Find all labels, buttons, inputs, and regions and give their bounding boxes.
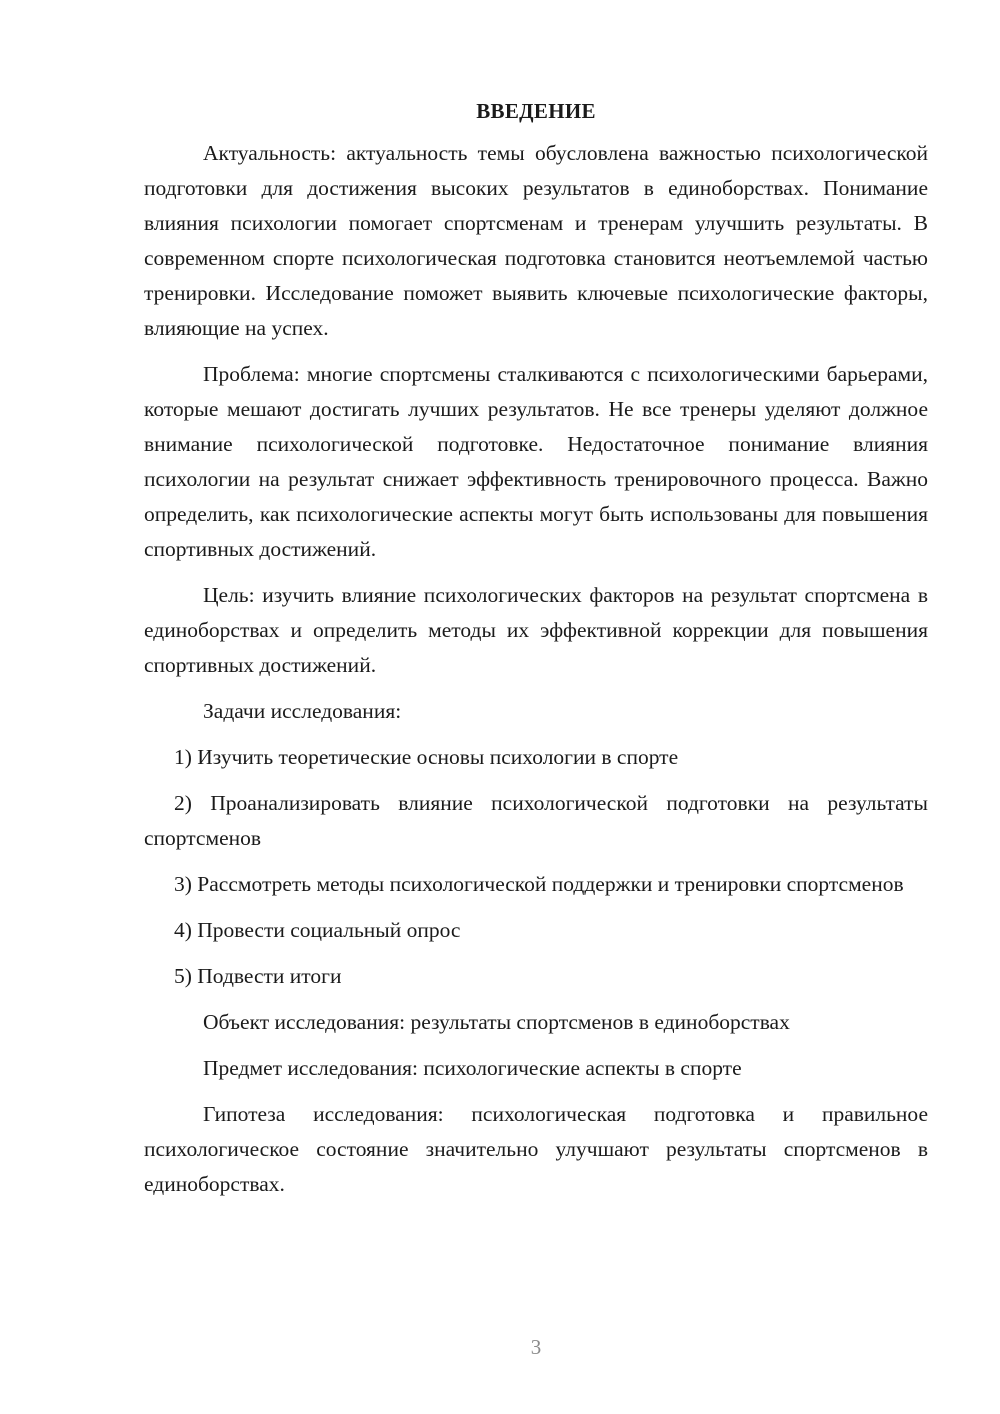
problem-paragraph: Проблема: многие спортсмены сталкиваются с психологическими барьерами, которые мешают достигать лучших результатов. Не все тренеры уделяют должное внимание психологической подготовке. Недостаточное понимание влияния психологии на результат снижает эффективность тренировочного процесса. Важно определить, как психологические аспекты могут быть использованы для повышения спортивных достижений. <box>144 362 928 561</box>
tasks-heading: Задачи исследования: <box>203 699 402 723</box>
research-object: Объект исследования: результаты спортсменов в единоборствах <box>203 1010 790 1034</box>
task-item: 1) Изучить теоретические основы психологии в спорте <box>174 745 679 769</box>
page-number: 3 <box>530 1335 542 1359</box>
research-subject: Предмет исследования: психологические аспекты в спорте <box>203 1056 742 1080</box>
research-hypothesis: Гипотеза исследования: психологическая подготовка и правильное психологическое состояние значительно улучшают результаты спортсменов в единоборствах. <box>144 1102 928 1196</box>
tasks-list <box>144 740 928 994</box>
task-item: 2) Проанализировать влияние психологической подготовки на результаты спортсменов <box>144 791 928 850</box>
relevance-paragraph: Актуальность: актуальность темы обусловлена важностью психологической подготовки для достижения высоких результатов в единоборствах. Понимание влияния психологии помогает спортсменам и тренерам улучшить результаты. В современном спорте психологическая подготовка становится неотъемлемой частью тренировки. Исследование поможет выявить ключевые психологические факторы, влияющие на успех. <box>144 141 928 340</box>
task-item: 4) Провести социальный опрос <box>174 918 461 942</box>
document-body <box>144 96 928 1213</box>
section-title: ВВЕДЕНИЕ <box>476 99 596 123</box>
task-item: 5) Подвести итоги <box>174 964 342 988</box>
goal-paragraph: Цель: изучить влияние психологических факторов на результат спортсмена в единоборствах и определить методы их эффективной коррекции для повышения спортивных достижений. <box>144 583 928 677</box>
task-item: 3) Рассмотреть методы психологической поддержки и тренировки спортсменов <box>174 872 904 896</box>
